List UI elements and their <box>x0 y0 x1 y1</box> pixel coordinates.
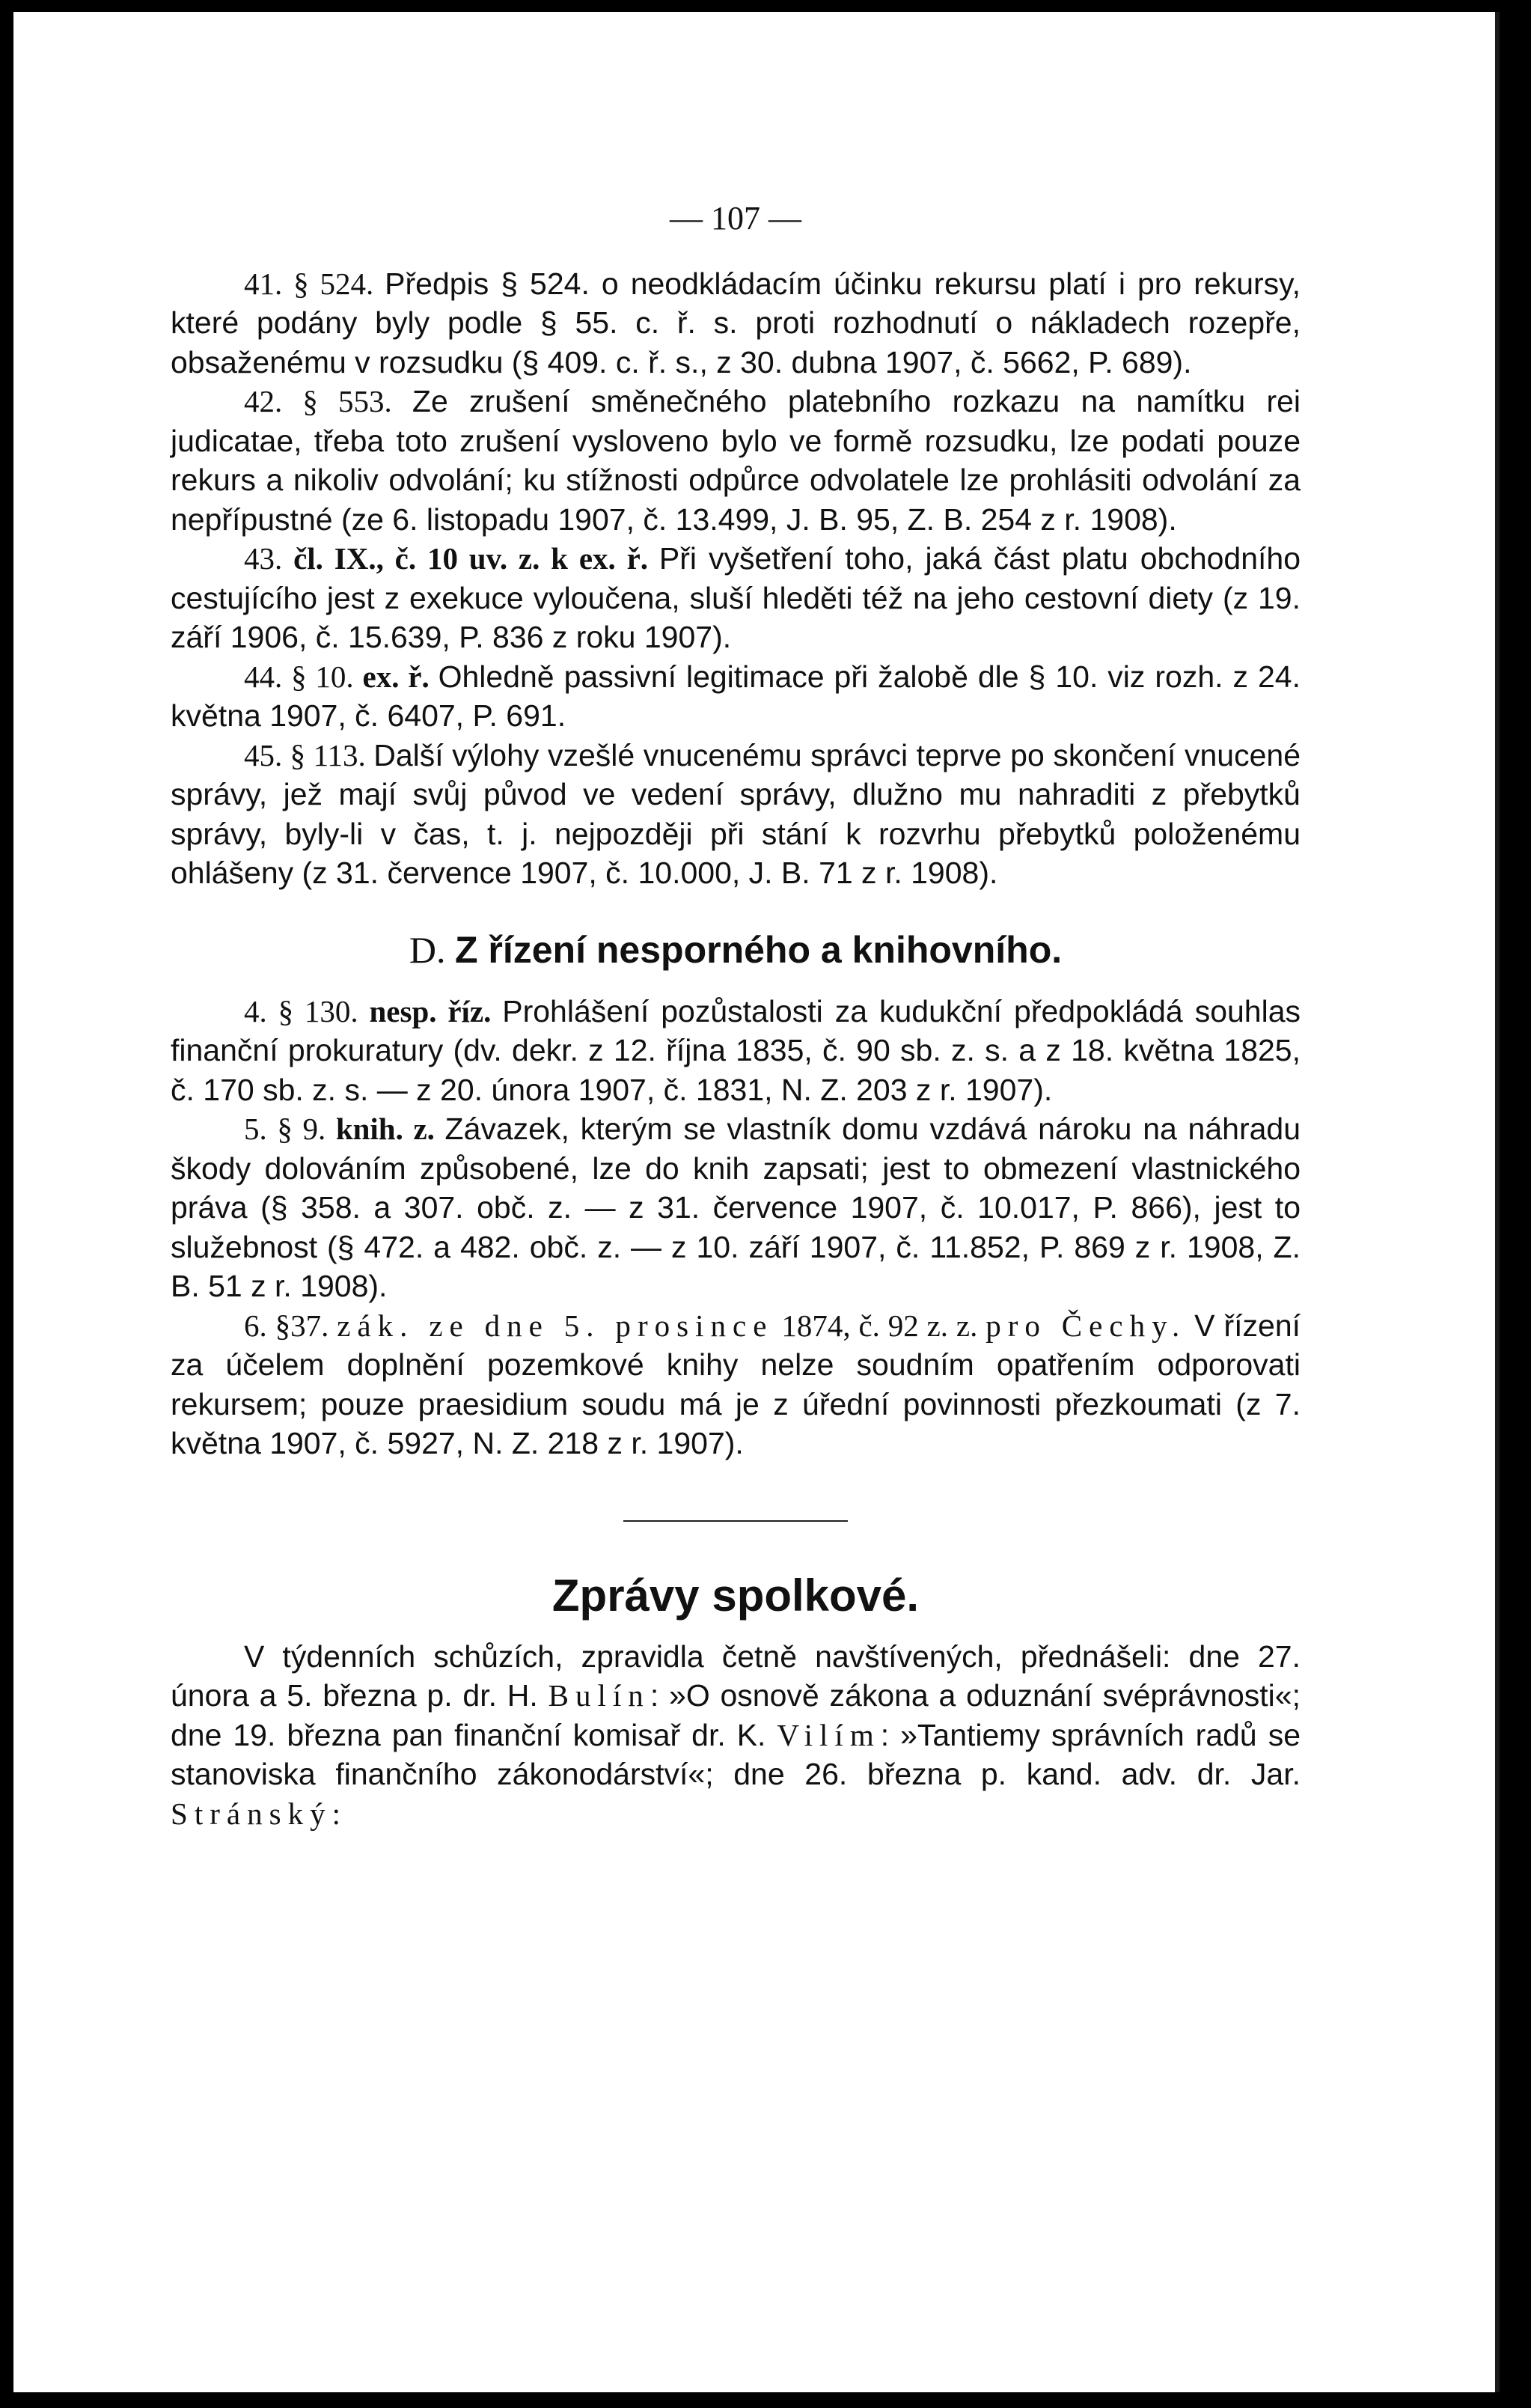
paragraph-d6: 6. §37. zák. ze dne 5. prosince 1874, č. 92 z. z. pro Čechy. V řízení za účelem doplnění pozemkové knihy nelze soudním opatřením odporovati rekursem; pouze praesidium soudu má je z úřední povinnosti přezkoumati (z 7. května 1907, č. 5927, N. Z. 218 z r. 1907). <box>171 1308 1301 1460</box>
page-edge-shadow <box>1495 12 1500 2392</box>
paragraph-43: 43. čl. IX., č. 10 uv. z. k ex. ř. Při vyšetření toho, jaká část platu obchodního cestujícího jest z exekuce vyloučena, sluší hleděti též na jeho cestovní diety (z 19. září 1906, č. 15.639, P. 836 z roku 1907). <box>171 541 1301 654</box>
separator-rule <box>623 1520 848 1522</box>
paragraph-d4: 4. § 130. nesp. říz. Prohlášení pozůstalosti za kudukční předpokládá souhlas finanční prokuratury (dv. dekr. z 12. října 1835, č. 90 sb. z. s. a z 18. května 1825, č. 170 sb. z. s. — z 20. února 1907, č. 1831, N. Z. 203 z r. 1907). <box>171 993 1301 1107</box>
page-number: — 107 — <box>670 200 801 237</box>
paragraph-d5: 5. § 9. knih. z. Závazek, kterým se vlastník domu vzdává nároku na náhradu škody dolováním způsobené, lze do knih zapsati; jest to obmezení vlastnického práva (§ 358. a 307. obč. z. — z 31. července 1907, č. 10.017, P. 866), jest to služebnost (§ 472. a 482. obč. z. — z 10. září 1907, č. 11.852, P. 869 z r. 1908, Z. B. 51 z r. 1908). <box>171 1112 1301 1303</box>
news-paragraph: V týdenních schůzích, zpravidla četně navštívených, přednášeli: dne 27. února a 5. března p. dr. H. Bulín: »O osnově zákona a oduznání svéprávnosti«; dne 19. března pan finanční komisař dr. K. Vilím: »Tantiemy správních radů se stanoviska finančního zákonodárství«; dne 26. března p. kand. adv. dr. Jar. Stránský: <box>171 1639 1301 1831</box>
paragraph-44: 44. § 10. ex. ř. Ohledně passivní legitimace při žalobě dle § 10. viz rozh. z 24. května 1907, č. 6407, P. 691. <box>171 659 1301 733</box>
news-heading: Zprávy spolkové. <box>551 1570 920 1621</box>
text-column <box>171 199 1301 1833</box>
paragraph-42: 42. § 553. Ze zrušení směnečného platebního rozkazu na namítku rei judicatae, třeba toto zrušení vysloveno bylo ve formě rozsudku, lze podati pouze rekurs a nikoliv odvolání; ku stížnosti odpůrce odvolatele lze prohlásiti odvolání za nepřípustné (ze 6. listopadu 1907, č. 13.499, J. B. 95, Z. B. 254 z r. 1908). <box>171 384 1301 537</box>
paragraph-41: 41. § 524. Předpis § 524. o neodkládacím účinku rekursu platí i pro rekursy, které podány byly podle § 55. c. ř. s. proti rozhodnutí o nákladech rozepře, obsaženému v rozsudku (§ 409. c. ř. s., z 30. dubna 1907, č. 5662, P. 689). <box>171 266 1301 380</box>
section-d-heading: D. Z řízení nesporného a knihovního. <box>409 928 1063 971</box>
paragraph-45: 45. § 113. Další výlohy vzešlé vnucenému správci teprve po skončení vnucené správy, jež mají svůj původ ve vedení správy, dlužno mu nahraditi z přebytků správy, byly-li v čas, t. j. nejpozději při stání k rozvrhu přebytků položenému ohlášeny (z 31. července 1907, č. 10.000, J. B. 71 z r. 1908). <box>171 737 1301 890</box>
page <box>13 12 1500 2392</box>
